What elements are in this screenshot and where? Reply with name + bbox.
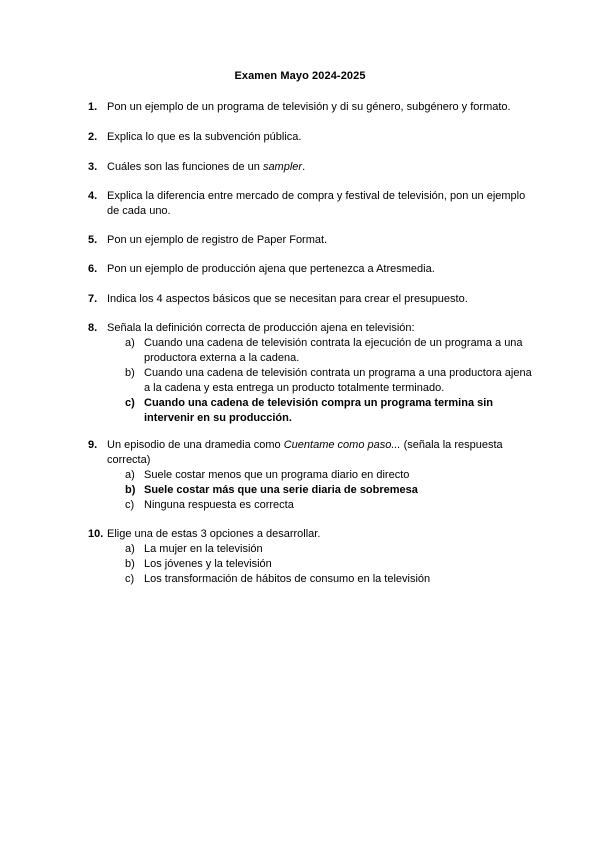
option-c-correct: [107, 396, 538, 426]
question-number: 1.: [88, 101, 98, 113]
question-number: 2.: [88, 131, 98, 143]
question-text: Elige una de estas 3 opciones a desarrollar.: [107, 528, 321, 540]
question-text-part: Un episodio de una dramedia como: [107, 439, 284, 451]
question-1: [88, 100, 538, 115]
question-text: Pon un ejemplo de registro de Paper Format.: [107, 234, 328, 246]
question-text-italic: sampler: [262, 161, 303, 173]
option-letter: a): [125, 337, 135, 349]
question-text: Explica la diferencia entre mercado de compra y festival de televisión, pon un ejemplo de cada uno.: [107, 190, 526, 217]
option-text: Suele costar menos que un programa diario en directo: [144, 469, 410, 481]
question-4: [88, 189, 538, 219]
question-text: [107, 438, 538, 468]
question-2: [88, 130, 538, 145]
option-a: [107, 542, 538, 557]
question-9: [88, 438, 538, 513]
option-text: Cuando una cadena de televisión contrata la ejecución de un programa a una productora externa a la cadena.: [144, 337, 523, 364]
question-8: [88, 321, 538, 426]
option-b: [107, 557, 538, 572]
option-letter: c): [125, 397, 135, 409]
options-list: [107, 468, 538, 513]
question-text: Pon un ejemplo de producción ajena que pertenezca a Atresmedia.: [107, 263, 435, 275]
option-b: [107, 366, 538, 396]
options-list: [107, 542, 538, 587]
option-letter: c): [125, 573, 135, 585]
option-c: [107, 572, 538, 587]
option-letter: a): [125, 543, 135, 555]
question-number: 3.: [88, 161, 98, 173]
question-number: 6.: [88, 263, 98, 275]
question-text: Indica los 4 aspectos básicos que se necesitan para crear el presupuesto.: [107, 293, 468, 305]
question-6: [88, 262, 538, 277]
question-text-italic: Cuentame como paso...: [283, 439, 401, 451]
option-a: [107, 336, 538, 366]
question-text-part: .: [302, 161, 306, 173]
question-text: Pon un ejemplo de un programa de televisión y di su género, subgénero y formato.: [107, 101, 511, 113]
option-a: [107, 468, 538, 483]
question-5: [88, 233, 538, 248]
option-text: Los jóvenes y la televisión: [144, 558, 272, 570]
question-text: Señala la definición correcta de producción ajena en televisión:: [107, 322, 415, 334]
question-number: 8.: [88, 322, 98, 334]
option-text: Los transformación de hábitos de consumo en la televisión: [144, 573, 431, 585]
question-number: 5.: [88, 234, 98, 246]
options-list: [107, 336, 538, 426]
option-b-correct: [107, 483, 538, 498]
question-text: [107, 160, 538, 175]
question-text-part: Cuáles son las funciones de un: [107, 161, 263, 173]
option-text: Cuando una cadena de televisión compra un programa termina sin intervenir en su producción.: [144, 397, 494, 424]
question-10: [88, 527, 538, 587]
exam-title: Examen Mayo 2024-2025: [234, 70, 366, 82]
option-text: Ninguna respuesta es correcta: [144, 499, 294, 511]
question-text-part: (señala la respuesta correcta): [107, 439, 503, 466]
question-number: 9.: [88, 439, 98, 451]
question-text: Explica lo que es la subvención pública.: [107, 131, 302, 143]
question-7: [88, 292, 538, 307]
question-number: 4.: [88, 190, 98, 202]
option-text: Suele costar más que una serie diaria de sobremesa: [144, 484, 418, 496]
option-letter: b): [125, 558, 135, 570]
option-c: [107, 498, 538, 513]
question-number: 10.: [88, 528, 104, 540]
option-letter: b): [125, 367, 135, 379]
option-text: La mujer en la televisión: [144, 543, 263, 555]
option-letter: a): [125, 469, 135, 481]
question-3: [88, 160, 538, 175]
question-number: 7.: [88, 293, 98, 305]
option-letter: c): [125, 499, 135, 511]
option-text: Cuando una cadena de televisión contrata un programa a una productora ajena a la cadena y esta entrega un producto totalmente terminado.: [144, 367, 532, 394]
option-letter: b): [125, 484, 136, 496]
